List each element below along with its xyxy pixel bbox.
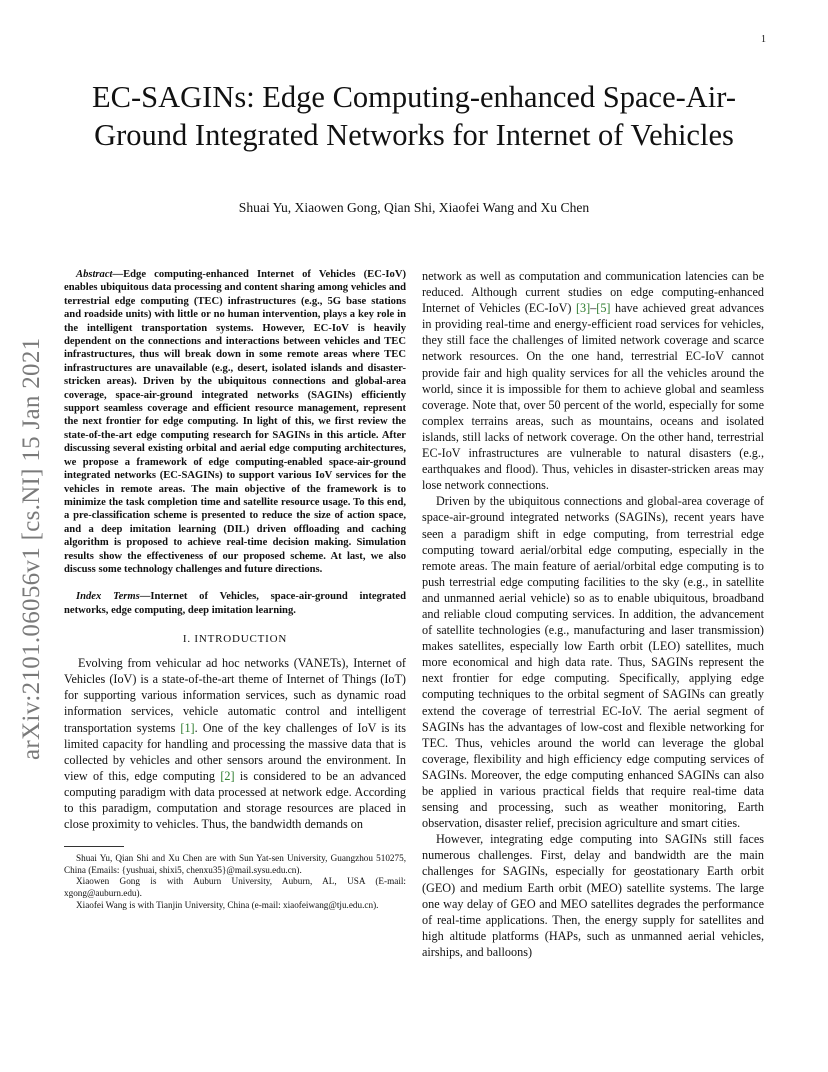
citation-link[interactable]: [1] xyxy=(180,720,195,735)
author-list: Shuai Yu, Xiaowen Gong, Qian Shi, Xiaofei Wang and Xu Chen xyxy=(238,200,590,215)
footnote-affiliation: Xiaowen Gong is with Auburn University, Auburn, AL, USA (E-mail: xgong@auburn.edu). xyxy=(64,876,406,898)
arxiv-sidebar-stamp xyxy=(18,300,48,760)
index-terms xyxy=(64,590,406,617)
intro-paragraph-3: However, integrating edge computing into SAGINs still faces numerous challenges. First, delay and bandwidth are the main challenges for SAGINs, especially for geostationary Earth orbit (GEO) and medium Earth orbit (MEO) satellite systems. The large one way delay of GEO and MEO satellites degrades the performance of real-time applications. Then, the energy supply for satellites and high altitude platforms (HAPs, such as unmanned aerial vehicles, airships, and balloons) xyxy=(422,832,764,959)
intro-text-segment: . One of the key challenges of IoV is its limited capacity for handling and processing the massive data that is collected by vehicles and other sensors around the environment. In view of this, edge computing xyxy=(64,720,406,783)
intro-paragraph-1-continued xyxy=(422,268,764,493)
abstract-lead: Abstract xyxy=(76,269,113,280)
arxiv-identifier: arXiv:2101.06056v1 [cs.NI] 15 Jan 2021 xyxy=(18,337,45,760)
intro-text-segment: is considered to be an advanced computing paradigm with data processed at network edge. According to this paradigm, computation and storage resources are placed in close proximity to vehicles. Thus, the bandwidth demands on xyxy=(64,768,406,832)
right-column xyxy=(422,268,764,960)
intro-paragraph-1 xyxy=(64,655,406,832)
citation-link[interactable]: [3] xyxy=(575,301,591,316)
footnote-divider xyxy=(64,846,124,847)
paper-title: EC-SAGINs: Edge Computing-enhanced Space-Air-Ground Integrated Networks for Internet of Vehicles xyxy=(92,80,736,152)
footnote-affiliation: Shuai Yu, Qian Shi and Xu Chen are with Sun Yat-sen University, Guangzhou 510275, China (Emails: {yushuai, shixi5, chenxu35}@mail.sysu.edu.cn). xyxy=(64,853,406,875)
abstract xyxy=(64,268,406,576)
intro-text-segment: network as well as computation and communication latencies can be reduced. Although current studies on edge computing-enhanced Internet of Vehicles (EC-IoV) xyxy=(422,269,764,316)
intro-text-segment: have achieved great advances in providing real-time and energy-efficient road services for vehicles, they still face the challenges of limited network coverage and scarce network resources. On the one hand, terrestrial EC-IoV cannot provide fair and high quality services for all the vehicles around the world, since it is impossible for them to achieve global and seamless coverage. Note that, over 50 percent of the world, especially for some complex terrains areas, such as mountains, oceans and isolated islands, still lacks of network coverage. On the other hand, terrestrial EC-IoV infrastructures are vulnerable to natural disasters (e.g., earthquakes and flood). Thus, vehicles in disaster-stricken areas may lose network connections. xyxy=(422,301,764,493)
section-heading-introduction: I. INTRODUCTION xyxy=(182,633,288,646)
intro-text-segment: Evolving from vehicular ad hoc networks (VANETs), Internet of Vehicles (IoV) is a state-of-the-art theme of Internet of Things (IoT) for supporting various information services, such as dynamic road information services, vehicle automatic control and intelligent transportation systems xyxy=(64,656,406,735)
index-terms-text: —Internet of Vehicles, space-air-ground integrated networks, edge computing, deep imitation learning. xyxy=(64,591,406,616)
left-column xyxy=(64,268,406,911)
index-terms-lead: Index Terms xyxy=(76,591,140,603)
citation-link[interactable]: [5] xyxy=(596,301,611,316)
intro-paragraph-2: Driven by the ubiquitous connections and global-area coverage of space-air-ground integrated networks (SAGINs), recent years have seen a paradigm shift in edge computing, from terrestrial edge computing toward aerial/orbital edge computing, especially in the remote areas. The main feature of aerial/orbital edge computing is to push terrestrial edge computing facilities to the sky (e.g., in satellite and unmanned aerial vehicle) so as to enable ubiquitous, broadband and reliable cloud computing services. In addition, the advancement of satellite technologies (e.g., manufacturing and laser transmission) makes satellites, especially low Earth orbit (LEO) satellites, much more economical and high data rate. Thus, SAGINs represent the next frontier for edge computing. Specifically, applying edge computing techniques to the orbital segment of SAGINs can greatly extend the coverage of terrestrial EC-IoV. The aerial segment of SAGINs has the advantages of low-cost and flexible networking for TEC. Thus, vehicles around the world can leverage the global coverage, flexibility and high efficiency edge computing services of SAGINs. Moreover, the edge computing enhanced SAGINs can also be applied in various practical fields that require real-time data sensing and processing, such as weather monitoring, Earth observation, disaster relief, precision agriculture and smart cities. xyxy=(422,494,764,831)
footnote-affiliation: Xiaofei Wang is with Tianjin University, China (e-mail: xiaofeiwang@tju.edu.cn). xyxy=(76,899,379,910)
citation-range-dash: – xyxy=(590,301,597,316)
citation-link[interactable]: [2] xyxy=(220,768,235,783)
abstract-text: —Edge computing-enhanced Internet of Vehicles (EC-IoV) enables ubiquitous data processing and content sharing among vehicles and terrestrial edge computing (TEC) infrastructures (e.g., 5G base stations and roadside units) with little or no human intervention, plays a key role in the intelligent transportation systems. However, EC-IoV is heavily dependent on the connections and interactions between vehicles and TEC infrastructures, thus will break down in some remote areas where TEC infrastructures are unavailable (e.g., desert, isolated islands and disaster-stricken areas). Driven by the ubiquitous connections and global-area coverage, space-air-ground integrated networks (SAGINs) efficiently support seamless coverage and efficient resource management, represent the next frontier for edge computing. In light of this, we first review the state-of-the-art edge computing research for SAGINs in this article. After discussing several existing orbital and aerial edge computing architectures, we propose a framework of edge computing-enabled space-air-ground integrated networks (EC-SAGINs) to support various IoV services for the vehicles in remote areas. The main objective of the framework is to minimize the task completion time and satellite resource usage. To this end, a pre-classification scheme is presented to reduce the size of action space, and a deep imitation learning (DIL) driven offloading and caching algorithm is proposed to achieve real-time decision making. Simulation results show the effectiveness of our proposed scheme. At last, we also discuss some technology challenges and future directions. xyxy=(64,269,406,575)
page-number: 1 xyxy=(761,34,766,45)
